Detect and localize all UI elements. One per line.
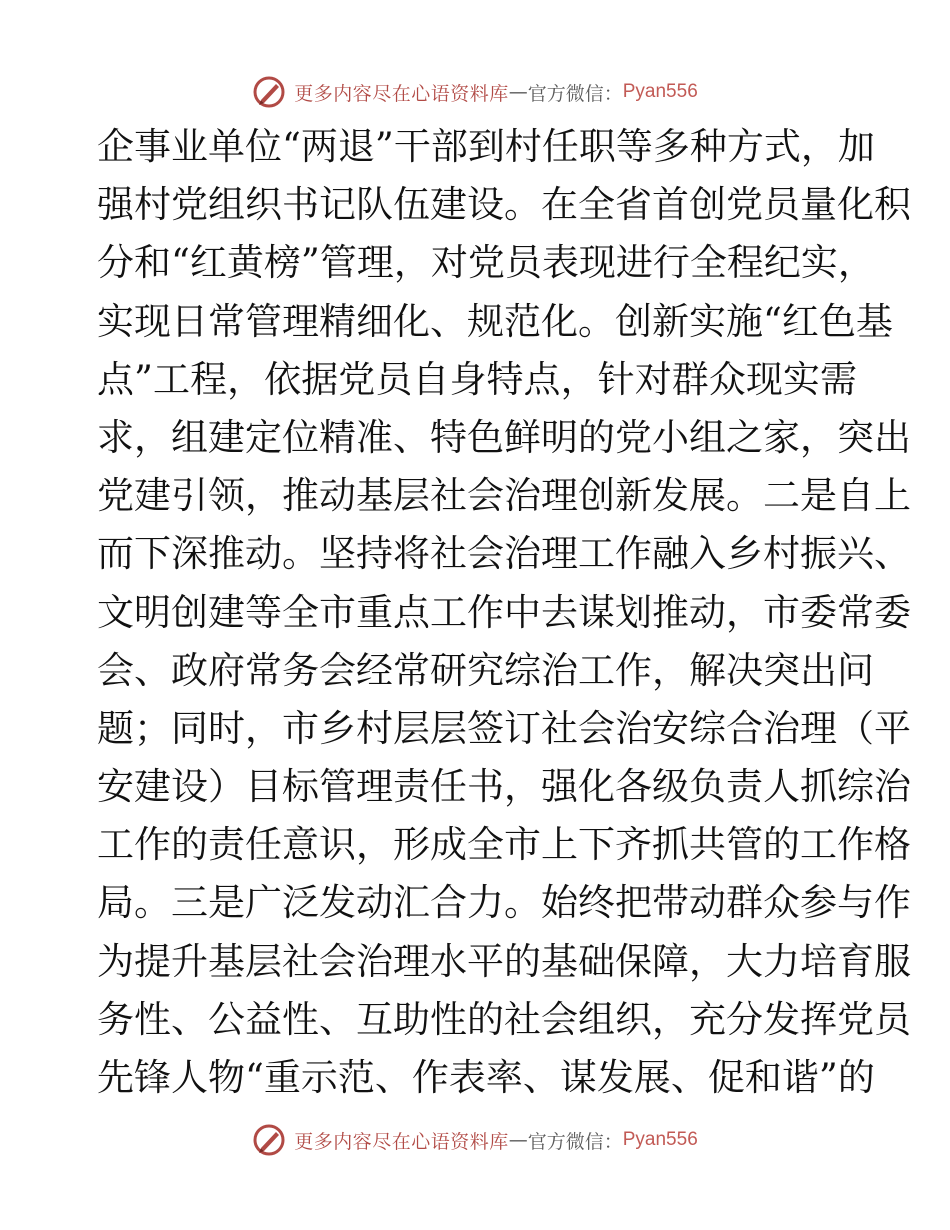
text-line: 安建设）目标管理责任书，强化各级负责人抓综治 xyxy=(97,765,911,809)
footer-watermark xyxy=(0,1120,950,1160)
text-line: 分和“红黄榜”管理，对党员表现进行全程纪实， xyxy=(97,241,875,285)
text-line: 文明创建等全市重点工作中去谋划推动，市委常委 xyxy=(97,590,911,634)
text-line: 求，组建定位精准、特色鲜明的党小组之家，突出 xyxy=(97,415,911,459)
header-watermark xyxy=(0,72,950,112)
text-line: 为提升基层社会治理水平的基础保障，大力培育服 xyxy=(97,939,911,983)
text-line: 强村党组织书记队伍建设。在全省首创党员量化积 xyxy=(97,183,911,227)
watermark-main-text: 更多内容尽在心语资料库 xyxy=(294,1130,509,1153)
text-line: 题；同时，市乡村层层签订社会治安综合治理（平 xyxy=(97,706,911,750)
pen-logo-icon xyxy=(252,1123,286,1157)
text-line: 而下深推动。坚持将社会治理工作融入乡村振兴、 xyxy=(97,532,911,576)
watermark-handle: Pyan556 xyxy=(622,1129,698,1150)
text-line: 先锋人物“重示范、作表率、谋发展、促和谐”的 xyxy=(97,1056,875,1099)
text-line: 会、政府常务会经常研究综治工作，解决突出问 xyxy=(97,648,874,692)
pen-logo-icon xyxy=(252,75,286,109)
watermark-handle: Pyan556 xyxy=(622,81,698,102)
text-line: 实现日常管理精细化、规范化。创新实施“红色基 xyxy=(97,299,893,343)
text-line: 工作的责任意识，形成全市上下齐抓共管的工作格 xyxy=(97,823,911,867)
watermark-official-label: 官方微信： xyxy=(527,82,623,105)
watermark-official-label: 官方微信： xyxy=(527,1130,623,1153)
text-line: 务性、公益性、互助性的社会组织，充分发挥党员 xyxy=(97,997,911,1041)
watermark-main-text: 更多内容尽在心语资料库 xyxy=(294,82,509,105)
text-line: 企事业单位“两退”干部到村任职等多种方式，加 xyxy=(97,125,875,168)
text-line: 点”工程，依据党员自身特点，针对群众现实需 xyxy=(97,357,857,401)
watermark-dash: — xyxy=(508,1129,528,1151)
watermark-dash: — xyxy=(508,81,528,103)
text-line: 局。三是广泛发动汇合力。始终把带动群众参与作 xyxy=(97,881,911,925)
document-body xyxy=(97,118,911,1107)
text-line: 党建引领，推动基层社会治理创新发展。二是自上 xyxy=(97,474,911,518)
